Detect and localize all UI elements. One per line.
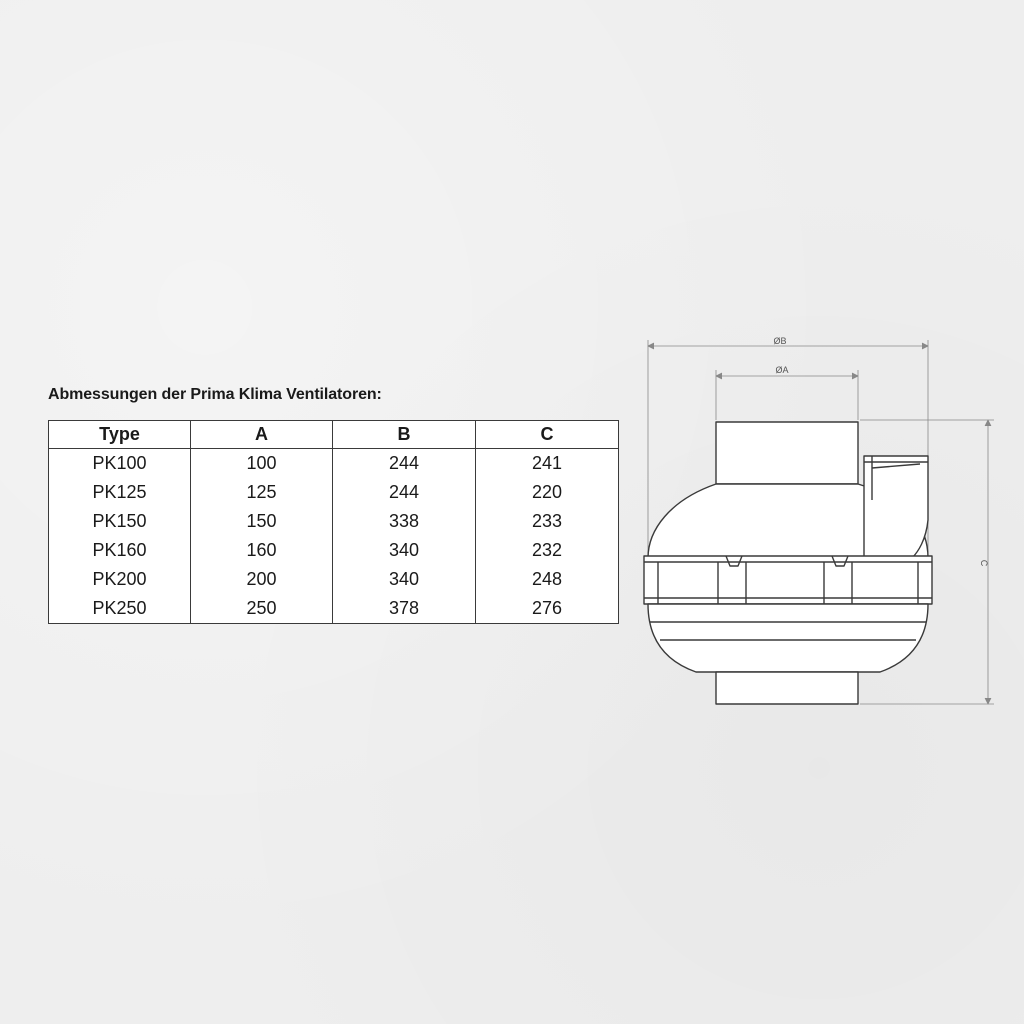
dimension-a-line	[716, 370, 858, 420]
cell-b: 340	[333, 565, 476, 594]
cell-a: 160	[191, 536, 333, 565]
dimensions-table	[48, 420, 619, 624]
middle-band	[644, 556, 932, 604]
cell-type: PK200	[49, 565, 191, 594]
cell-b: 244	[333, 449, 476, 479]
bottom-collar	[716, 672, 858, 704]
cell-type: PK160	[49, 536, 191, 565]
header-a: A	[191, 421, 333, 449]
cell-b: 338	[333, 507, 476, 536]
cell-b: 244	[333, 478, 476, 507]
lower-housing	[648, 604, 928, 672]
cell-type: PK250	[49, 594, 191, 624]
cell-a: 100	[191, 449, 333, 479]
dimension-b-label: ØB	[773, 336, 787, 346]
table-row	[49, 565, 619, 594]
fan-technical-drawing	[620, 320, 1010, 720]
table-row	[49, 478, 619, 507]
cell-b: 340	[333, 536, 476, 565]
cell-a: 250	[191, 594, 333, 624]
table-row	[49, 536, 619, 565]
cell-a: 150	[191, 507, 333, 536]
cell-a: 125	[191, 478, 333, 507]
cell-c: 233	[476, 507, 619, 536]
table-row	[49, 507, 619, 536]
dimension-c-label: C	[979, 559, 989, 567]
terminal-box	[864, 456, 928, 558]
cell-type: PK125	[49, 478, 191, 507]
header-b: B	[333, 421, 476, 449]
table-header-row	[49, 421, 619, 449]
dimension-a-label: ØA	[775, 365, 789, 375]
cell-c: 276	[476, 594, 619, 624]
cell-c: 241	[476, 449, 619, 479]
table-title: Abmessungen der Prima Klima Ventilatoren:	[48, 386, 382, 403]
table-row	[49, 594, 619, 624]
cell-type: PK150	[49, 507, 191, 536]
cell-c: 232	[476, 536, 619, 565]
cell-a: 200	[191, 565, 333, 594]
cell-type: PK100	[49, 449, 191, 479]
header-c: C	[476, 421, 619, 449]
header-type: Type	[49, 421, 191, 449]
cell-b: 378	[333, 594, 476, 624]
cell-c: 220	[476, 478, 619, 507]
cell-c: 248	[476, 565, 619, 594]
top-collar	[716, 422, 858, 484]
table-row	[49, 449, 619, 479]
